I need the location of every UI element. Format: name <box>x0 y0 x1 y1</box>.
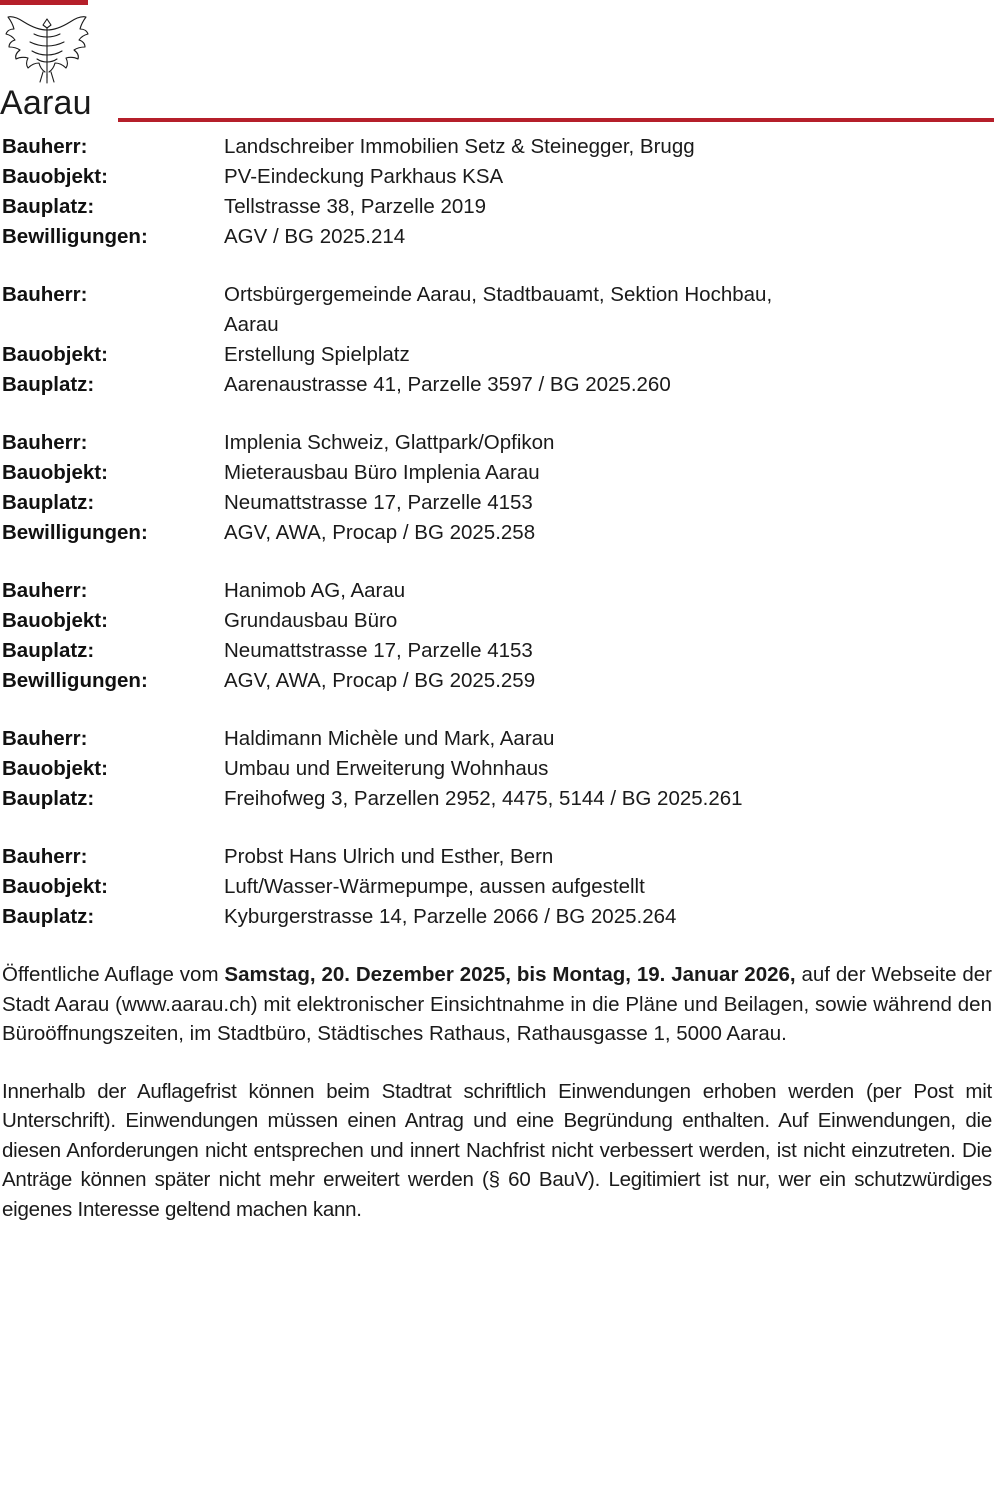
page-title: Aarau <box>0 84 92 122</box>
field-value: Erstellung Spielplatz <box>224 343 410 366</box>
building-application-entry <box>2 842 992 932</box>
field-value-line2: Aarau <box>224 313 279 336</box>
field-bauplatz <box>2 636 992 666</box>
notice-dates: Samstag, 20. Dezember 2025, bis Montag, 19. Januar 2026, <box>224 963 796 986</box>
objection-notice: Innerhalb der Auflagefrist können beim Stadtrat schriftlich Einwendungen erhoben werden (per Post mit Unterschrift). Einwendungen müssen einen Antrag und eine Begründung enthalten. Auf Einwendungen, die diesen Anforderungen nicht entsprechen und innert Nachfrist nicht verbessert werden, ist nicht einzutreten. Die Anträge können später nicht mehr erweitert werden (§ 60 BauV). Legitimiert ist nur, wer ein schutzwürdiges eigenes Interesse geltend machen kann. <box>2 1079 992 1221</box>
field-bauherr <box>2 842 992 872</box>
header-accent-bar <box>0 0 88 5</box>
field-bewilligungen <box>2 518 992 548</box>
field-label: Bauobjekt: <box>2 165 108 188</box>
field-bauherr <box>2 428 992 458</box>
field-label: Bauobjekt: <box>2 757 108 780</box>
field-label: Bewilligungen: <box>2 225 148 248</box>
field-bauobjekt <box>2 606 992 636</box>
field-bauplatz <box>2 370 992 400</box>
field-value: Neumattstrasse 17, Parzelle 4153 <box>224 491 533 514</box>
field-label: Bauplatz: <box>2 195 95 218</box>
field-value <box>224 280 992 340</box>
document-body <box>0 132 994 1224</box>
field-bauplatz <box>2 488 992 518</box>
field-label: Bauobjekt: <box>2 609 108 632</box>
document-header <box>0 0 994 132</box>
field-bauplatz <box>2 784 992 814</box>
field-value: PV-Eindeckung Parkhaus KSA <box>224 165 504 188</box>
field-value: Aarenaustrasse 41, Parzelle 3597 / BG 2025.260 <box>224 373 671 396</box>
field-bauobjekt <box>2 754 992 784</box>
field-value: Haldimann Michèle und Mark, Aarau <box>224 727 555 750</box>
aarau-eagle-crest-icon <box>4 12 90 86</box>
field-label: Bauherr: <box>2 727 88 750</box>
field-value: Freihofweg 3, Parzellen 2952, 4475, 5144 / BG 2025.261 <box>224 787 743 810</box>
field-bauherr <box>2 576 992 606</box>
field-value: Mieterausbau Büro Implenia Aarau <box>224 461 540 484</box>
field-value: Hanimob AG, Aarau <box>224 579 406 602</box>
building-application-entry <box>2 428 992 548</box>
field-label: Bauobjekt: <box>2 343 108 366</box>
field-label: Bauplatz: <box>2 787 95 810</box>
field-value: AGV, AWA, Procap / BG 2025.258 <box>224 521 536 544</box>
field-bauherr <box>2 132 992 162</box>
field-label: Bewilligungen: <box>2 669 148 692</box>
field-bauherr <box>2 724 992 754</box>
public-display-notice <box>2 960 992 1049</box>
field-value: Kyburgerstrasse 14, Parzelle 2066 / BG 2025.264 <box>224 905 677 928</box>
field-label: Bewilligungen: <box>2 521 148 544</box>
field-label: Bauherr: <box>2 135 88 158</box>
field-value: Neumattstrasse 17, Parzelle 4153 <box>224 639 533 662</box>
field-bewilligungen <box>2 222 992 252</box>
field-value: Grundausbau Büro <box>224 609 398 632</box>
building-application-entry <box>2 724 992 814</box>
field-label: Bauplatz: <box>2 905 95 928</box>
building-application-entry <box>2 576 992 696</box>
building-application-entry <box>2 132 992 252</box>
field-label: Bauobjekt: <box>2 461 108 484</box>
field-label: Bauplatz: <box>2 639 95 662</box>
field-bauplatz <box>2 192 992 222</box>
field-label: Bauobjekt: <box>2 875 108 898</box>
field-value: Landschreiber Immobilien Setz & Steinegger, Brugg <box>224 135 695 158</box>
field-value: AGV / BG 2025.214 <box>224 225 406 248</box>
field-value-line1: Ortsbürgergemeinde Aarau, Stadtbauamt, Sektion Hochbau, <box>224 283 773 306</box>
notice-prefix: Öffentliche Auflage vom <box>2 963 225 986</box>
field-bauobjekt <box>2 872 992 902</box>
header-divider <box>118 118 994 122</box>
field-bauplatz <box>2 902 992 932</box>
field-bauobjekt <box>2 458 992 488</box>
field-value: Luft/Wasser-Wärmepumpe, aussen aufgestellt <box>224 875 645 898</box>
field-value: AGV, AWA, Procap / BG 2025.259 <box>224 669 536 692</box>
field-bewilligungen <box>2 666 992 696</box>
field-label: Bauherr: <box>2 283 88 306</box>
field-label: Bauplatz: <box>2 491 95 514</box>
field-label: Bauplatz: <box>2 373 95 396</box>
field-value: Implenia Schweiz, Glattpark/Opfikon <box>224 431 555 454</box>
field-bauobjekt <box>2 162 992 192</box>
field-bauobjekt <box>2 340 992 370</box>
field-value: Tellstrasse 38, Parzelle 2019 <box>224 195 487 218</box>
field-label: Bauherr: <box>2 845 88 868</box>
field-value: Probst Hans Ulrich und Esther, Bern <box>224 845 554 868</box>
field-value: Umbau und Erweiterung Wohnhaus <box>224 757 549 780</box>
notice-rest: auf der Webseite der Stadt Aarau (www.aarau.ch) mit elektronischer Einsichtnahme in die Pläne und Beilagen, sowie während den Büroöffnungszeiten, im Stadtbüro, Städtisches Rathaus, Rathausgasse 1, 5000 Aarau. <box>2 963 992 1045</box>
field-bauherr <box>2 280 992 340</box>
field-label: Bauherr: <box>2 579 88 602</box>
field-label: Bauherr: <box>2 431 88 454</box>
building-application-entry <box>2 280 992 400</box>
